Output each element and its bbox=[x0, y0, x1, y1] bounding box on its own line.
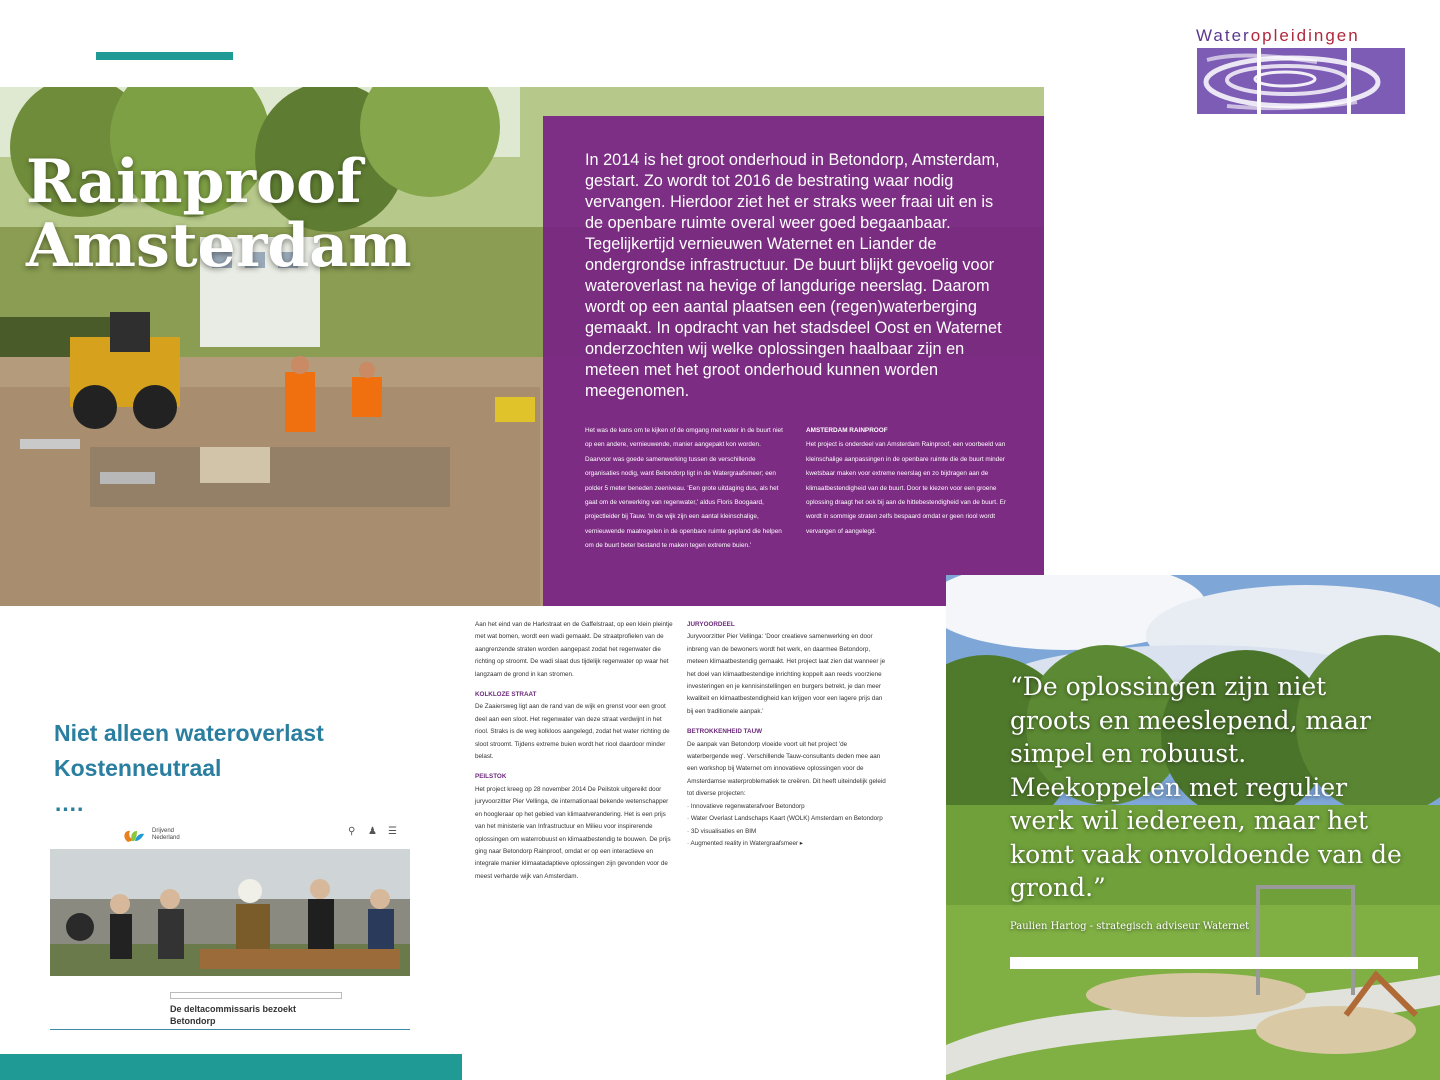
paragraph-betrokkenheid-tauw: De aanpak van Betondorp vloeide voort uit het project 'de waterbergende weg'. Verschillende Tauw-consultants deden mee aan een workshop bij Waternet om innovatieve oplossingen voor de Amsterdamse waterproblematiek te creëren. Dit heeft uiteindelijk geleid tot diverse projecten: bbox=[687, 740, 886, 798]
breadcrumb bbox=[170, 992, 342, 999]
wateropleidingen-logo bbox=[1196, 26, 1406, 114]
purple-column-left: Het was de kans om te kijken of de omgang met water in de buurt niet op een andere, vernieuwende, manier aangepakt kon worden. Daarvoor was goede samenwerking tussen de verschillende organisaties nodig, want Betondorp ligt in de Watergraafsmeer; een polder 5 meter beneden zeeniveau. 'Een grote uitdaging dus, als het gaat om de verwerking van regenwater,' aldus Floris Boogaard, projectleider bij Tauw. 'In de wijk zijn een aantal kleinschalige, vernieuwende maatregelen in de openbare ruimte gepland die helpen om de buurt beter bestand te maken tegen extreme buien.' bbox=[585, 427, 783, 550]
purple-column-body: Het project is onderdeel van Amsterdam Rainproof, een voorbeeld van kleinschalige aanpassingen in de openbare ruimte die de buurt minder kwetsbaar maken voor extreme neerslag en zo bijdragen aan de klimaatbestendigheid van de buurt. Door te kiezen voor een groene oplossing draagt het ook bij aan de hittebestendigheid van de buurt. Er wordt in sommige straten zelfs bespaard omdat er geen riool wordt vervangen of aangelegd. bbox=[806, 441, 1007, 535]
paragraph-kolkloze-straat: De Zaaiersweg ligt aan de rand van de wijk en grenst voor een groot deel aan een sloot. Het regenwater van deze straat verdwijnt in het riool. Straks is de weg kolkloos aangelegd, zodat het water richting de sloot stroomt. Tijdens extreme buien wordt het riool daardoor minder belast. bbox=[475, 703, 670, 761]
article-column-right bbox=[687, 619, 887, 850]
article-intro: Aan het eind van de Harkstraat en de Gaffelstraat, op een klein pleintje met wat bomen, wordt een wadi gemaakt. De straatprofielen van de aangrenzende straten worden aangepast zodat het regenwater die richting op stroomt. De wadi slaat dus tijdelijk regenwater op waar het langzaam de grond in kan stromen. bbox=[475, 621, 673, 678]
news-headline[interactable]: De deltacommissaris bezoekt Betondorp bbox=[170, 1004, 297, 1026]
site-name: Drijvend Nederland bbox=[152, 828, 180, 841]
list-item: · Augmented reality in Watergraafsmeer ▸ bbox=[687, 839, 803, 847]
divider bbox=[50, 1029, 410, 1030]
paragraph-peilstok: Het project kreeg op 28 november 2014 De Peilstok uitgereikt door juryvoorzitter Pier Vellinga, de internationaal bekende wetenschapper en hoogleraar op het gebied van klimaatverandering. Het is een prijs van het ministerie van Infrastructuur en Milieu voor inspirerende oplossingen om waterrobuust en klimaatbestendig te bouwen. De prijs ging naar Betondorp Rainproof, omdat er op een interactieve en integrale manier klimaatadaptieve oplossingen zijn gevonden voor de meest verharde wijk van Amsterdam. bbox=[475, 785, 671, 880]
hero-title-line1: Rainproof bbox=[26, 147, 362, 217]
logo-water-ripple-image bbox=[1197, 48, 1405, 114]
menu-icon[interactable]: ☰ bbox=[388, 826, 397, 837]
site-logo-icon bbox=[120, 828, 148, 844]
heading-peilstok: PEILSTOK bbox=[475, 773, 507, 781]
article-column-left bbox=[475, 619, 675, 883]
key-point: Kostenneutraal bbox=[54, 755, 222, 781]
quote-underline-bar bbox=[1010, 957, 1418, 969]
pull-quote: “De oplossingen zijn niet groots en meeslepend, maar simpel en robuust. Meekoppelen met regulier werk wil iedereen, maar het komt vaak onvoldoende van de grond.” bbox=[1010, 672, 1402, 902]
list-item: · 3D visualisaties en BIM bbox=[687, 827, 757, 835]
list-item: · Water Overlast Landschaps Kaart (WOLK) Amsterdam en Betondorp bbox=[687, 815, 883, 823]
news-article-screenshot bbox=[50, 822, 410, 1032]
purple-column-right bbox=[806, 424, 1016, 539]
heading-kolkloze-straat: KOLKLOZE STRAAT bbox=[475, 691, 537, 699]
search-icon[interactable]: ⚲ bbox=[348, 826, 356, 837]
logo-wordmark: Wateropleidingen bbox=[1196, 26, 1360, 45]
hero-title-line2: Amsterdam bbox=[26, 211, 412, 281]
bottom-accent-bar bbox=[0, 1054, 462, 1080]
user-icon[interactable]: ♟ bbox=[368, 826, 377, 837]
news-photo bbox=[50, 849, 410, 976]
key-point: Niet alleen wateroverlast bbox=[54, 720, 324, 746]
lead-paragraph: In 2014 is het groot onderhoud in Betondorp, Amsterdam, gestart. Zo wordt tot 2016 de bestrating waar nodig vervangen. Hierdoor ziet het er straks weer fraai uit en is de openbare ruimte overal weer goed begaanbaar. Tegelijkertijd vernieuwen Waternet en Liander de ondergrondse infrastructuur. De buurt blijkt gevoelig voor wateroverlast na hevige of langdurige neerslag. Daarom wordt op een aantal plaatsen een (regen)waterberging gemaakt. In opdracht van het stadsdeel Oost en Waternet onderzochten wij welke oplossingen haalbaar zijn en meteen met het groot onderhoud kunnen worden meegenomen. bbox=[585, 151, 1002, 400]
heading-betrokkenheid-tauw: BETROKKENHEID TAUW bbox=[687, 728, 763, 736]
purple-column-heading: AMSTERDAM RAINPROOF bbox=[806, 427, 888, 434]
quote-attribution: Paulien Hartog - strategisch adviseur Waternet bbox=[1010, 921, 1250, 932]
top-accent-bar bbox=[96, 52, 233, 60]
hero-title bbox=[26, 147, 412, 281]
key-point: …. bbox=[54, 790, 84, 816]
key-points-list bbox=[54, 716, 324, 821]
paragraph-juryoordeel: Juryvoorzitter Pier Vellinga: 'Door creatieve samenwerking en door inbreng van de bewoners wordt het werk, en daarmee Betondorp, meteen klimaatbestendig gemaakt. Het project laat zien dat wanneer je het doel van klimaatbestendige inrichting koppelt aan reeds voorziene investeringen en je kennisinstellingen en burgers betrekt, je dan meer kwaliteit en klimaatbestendigheid kan krijgen voor een lagere prijs dan bij een traditionele aanpak.' bbox=[687, 633, 886, 715]
heading-juryoordeel: JURYOORDEEL bbox=[687, 621, 735, 628]
list-item: · Innovatieve regenwaterafvoer Betondorp bbox=[687, 802, 805, 810]
